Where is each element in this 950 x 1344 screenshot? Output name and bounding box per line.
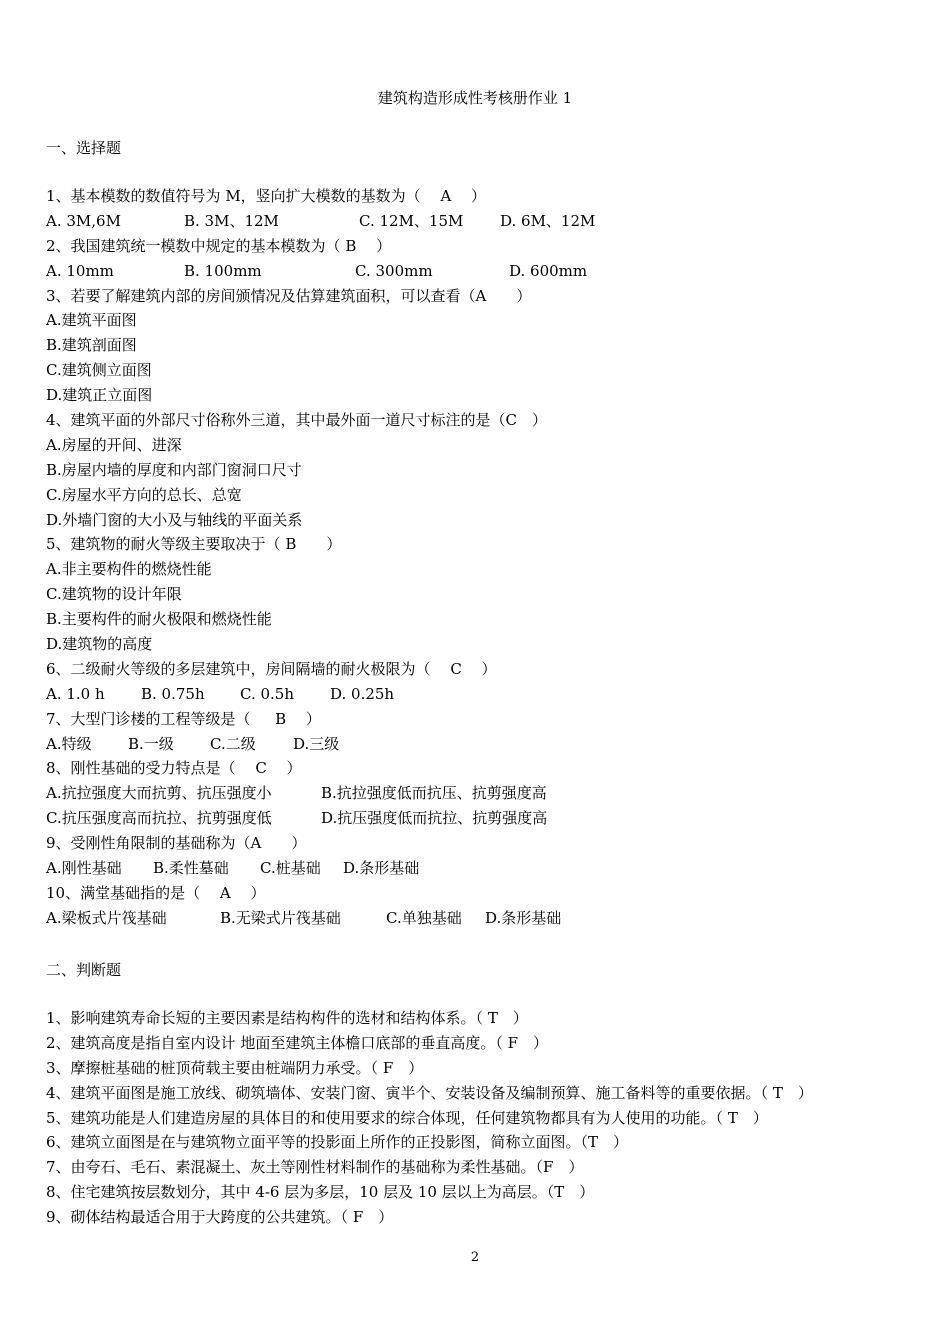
question-text: 10、满堂基础指的是（ A ）	[46, 883, 266, 902]
option-text: B.无梁式片筏基础	[220, 908, 341, 927]
option-text: B.一级	[128, 734, 174, 753]
option-text: A.特级	[46, 734, 92, 753]
question-text: 5、建筑物的耐火等级主要取决于（ B ）	[46, 535, 342, 554]
section-heading-judgement: 二、判断题	[46, 961, 122, 979]
option-text: A.梁板式片筏基础	[46, 908, 167, 927]
judgement-item: 8、住宅建筑按层数划分，其中 4-6 层为多层，10 层及 10 层以上为高层。（T ）	[46, 1183, 595, 1202]
options-row	[46, 682, 936, 707]
judgement-item: 6、建筑立面图是在与建筑物立面平等的投影面上所作的正投影图，简称立面图。（T ）	[46, 1133, 629, 1152]
options-row	[46, 856, 936, 881]
option-text: A. 3M,6M	[46, 211, 121, 230]
judgement-item: 2、建筑高度是指自室内设计 地面至建筑主体檐口底部的垂直高度。（ F ）	[46, 1033, 548, 1052]
judgement-item: 9、砌体结构最适合用于大跨度的公共建筑。（ F ）	[46, 1208, 394, 1227]
option-text: D.抗压强度低而抗拉、抗剪强度高	[321, 809, 548, 828]
option-text: A. 10mm	[46, 261, 114, 280]
option-text: A.房屋的开间、进深	[46, 435, 182, 454]
option-text: D. 0.25h	[330, 684, 395, 703]
section-heading-choice: 一、选择题	[46, 139, 122, 157]
option-text: C.建筑物的设计年限	[46, 585, 182, 604]
option-text: A.刚性基础	[46, 859, 122, 878]
judgement-item: 7、由夸石、毛石、素混凝土、灰土等刚性材料制作的基础称为柔性基础。（F ）	[46, 1158, 584, 1177]
option-text: B. 100mm	[184, 261, 262, 280]
page-number: 2	[470, 1250, 480, 1265]
option-text: D.建筑正立面图	[46, 386, 153, 405]
question-text: 6、二级耐火等级的多层建筑中，房间隔墙的耐火极限为（ C ）	[46, 659, 497, 678]
option-text: A.非主要构件的燃烧性能	[46, 560, 212, 579]
option-text: A.建筑平面图	[46, 311, 137, 330]
option-text: C.抗压强度高而抗拉、抗剪强度低	[46, 809, 272, 828]
option-text: C.单独基础	[386, 908, 462, 927]
choice-questions	[46, 184, 936, 931]
question-text: 1、基本模数的数值符号为 M，竖向扩大模数的基数为（ A ）	[46, 187, 487, 205]
question-text: 3、若要了解建筑内部的房间颁情况及估算建筑面积，可以查看（A ）	[46, 286, 532, 305]
question-text: 8、刚性基础的受力特点是（ C ）	[46, 759, 302, 778]
option-text: D. 600mm	[509, 261, 588, 280]
options-row	[46, 781, 936, 806]
option-text: B.主要构件的耐火极限和燃烧性能	[46, 610, 272, 629]
option-text: D.三级	[293, 734, 340, 753]
option-text: B.抗拉强度低而抗压、抗剪强度高	[321, 784, 547, 803]
question-text: 2、我国建筑统一模数中规定的基本模数为（ B ）	[46, 236, 392, 255]
option-text: A.抗拉强度大而抗剪、抗压强度小	[46, 784, 272, 803]
option-text: B.建筑剖面图	[46, 336, 137, 355]
option-text: C.二级	[210, 734, 256, 753]
option-text: D.条形基础	[485, 908, 562, 927]
option-text: D. 6M、12M	[500, 211, 596, 230]
question-text: 4、建筑平面的外部尺寸俗称外三道，其中最外面一道尺寸标注的是（C ）	[46, 411, 548, 430]
question-text: 9、受刚性角限制的基础称为（A ）	[46, 834, 307, 853]
option-text: C.房屋水平方向的总长、总宽	[46, 485, 242, 504]
option-text: C.桩基础	[260, 859, 321, 878]
option-text: D.外墙门窗的大小及与轴线的平面关系	[46, 510, 303, 529]
judgement-questions	[46, 1006, 936, 1230]
option-text: C. 0.5h	[240, 684, 294, 703]
option-text: B.房屋内墙的厚度和内部门窗洞口尺寸	[46, 460, 302, 479]
options-row	[46, 209, 936, 234]
options-row	[46, 806, 936, 831]
question-text: 7、大型门诊楼的工程等级是（ B ）	[46, 709, 321, 728]
option-text: B. 0.75h	[141, 684, 205, 703]
option-text: B.柔性墓础	[153, 859, 229, 878]
judgement-item: 1、影响建筑寿命长短的主要因素是结构构件的选材和结构体系。（ T ）	[46, 1009, 528, 1027]
document-title: 建筑构造形成性考核册作业 1	[377, 89, 573, 107]
option-text: C. 12M、15M	[359, 211, 464, 230]
options-row	[46, 732, 936, 757]
option-text: C. 300mm	[355, 261, 433, 280]
options-row	[46, 906, 936, 931]
options-row	[46, 259, 936, 284]
judgement-item: 5、建筑功能是人们建造房屋的具体目的和使用要求的综合体现，任何建筑物都具有为人使用的功能。（ T ）	[46, 1108, 768, 1127]
option-text: D.条形基础	[343, 859, 420, 878]
option-text: D.建筑物的高度	[46, 635, 153, 654]
option-text: C.建筑侧立面图	[46, 361, 152, 380]
judgement-item: 3、摩擦桩基础的桩顶荷载主要由桩端阴力承受。（ F ）	[46, 1058, 424, 1077]
option-text: A. 1.0 h	[46, 684, 105, 703]
option-text: B. 3M、12M	[184, 211, 279, 230]
judgement-item: 4、建筑平面图是施工放线、砌筑墙体、安装门窗、寅半个、安装设备及编制预算、施工备料等的重要依据。（ T ）	[46, 1083, 813, 1102]
